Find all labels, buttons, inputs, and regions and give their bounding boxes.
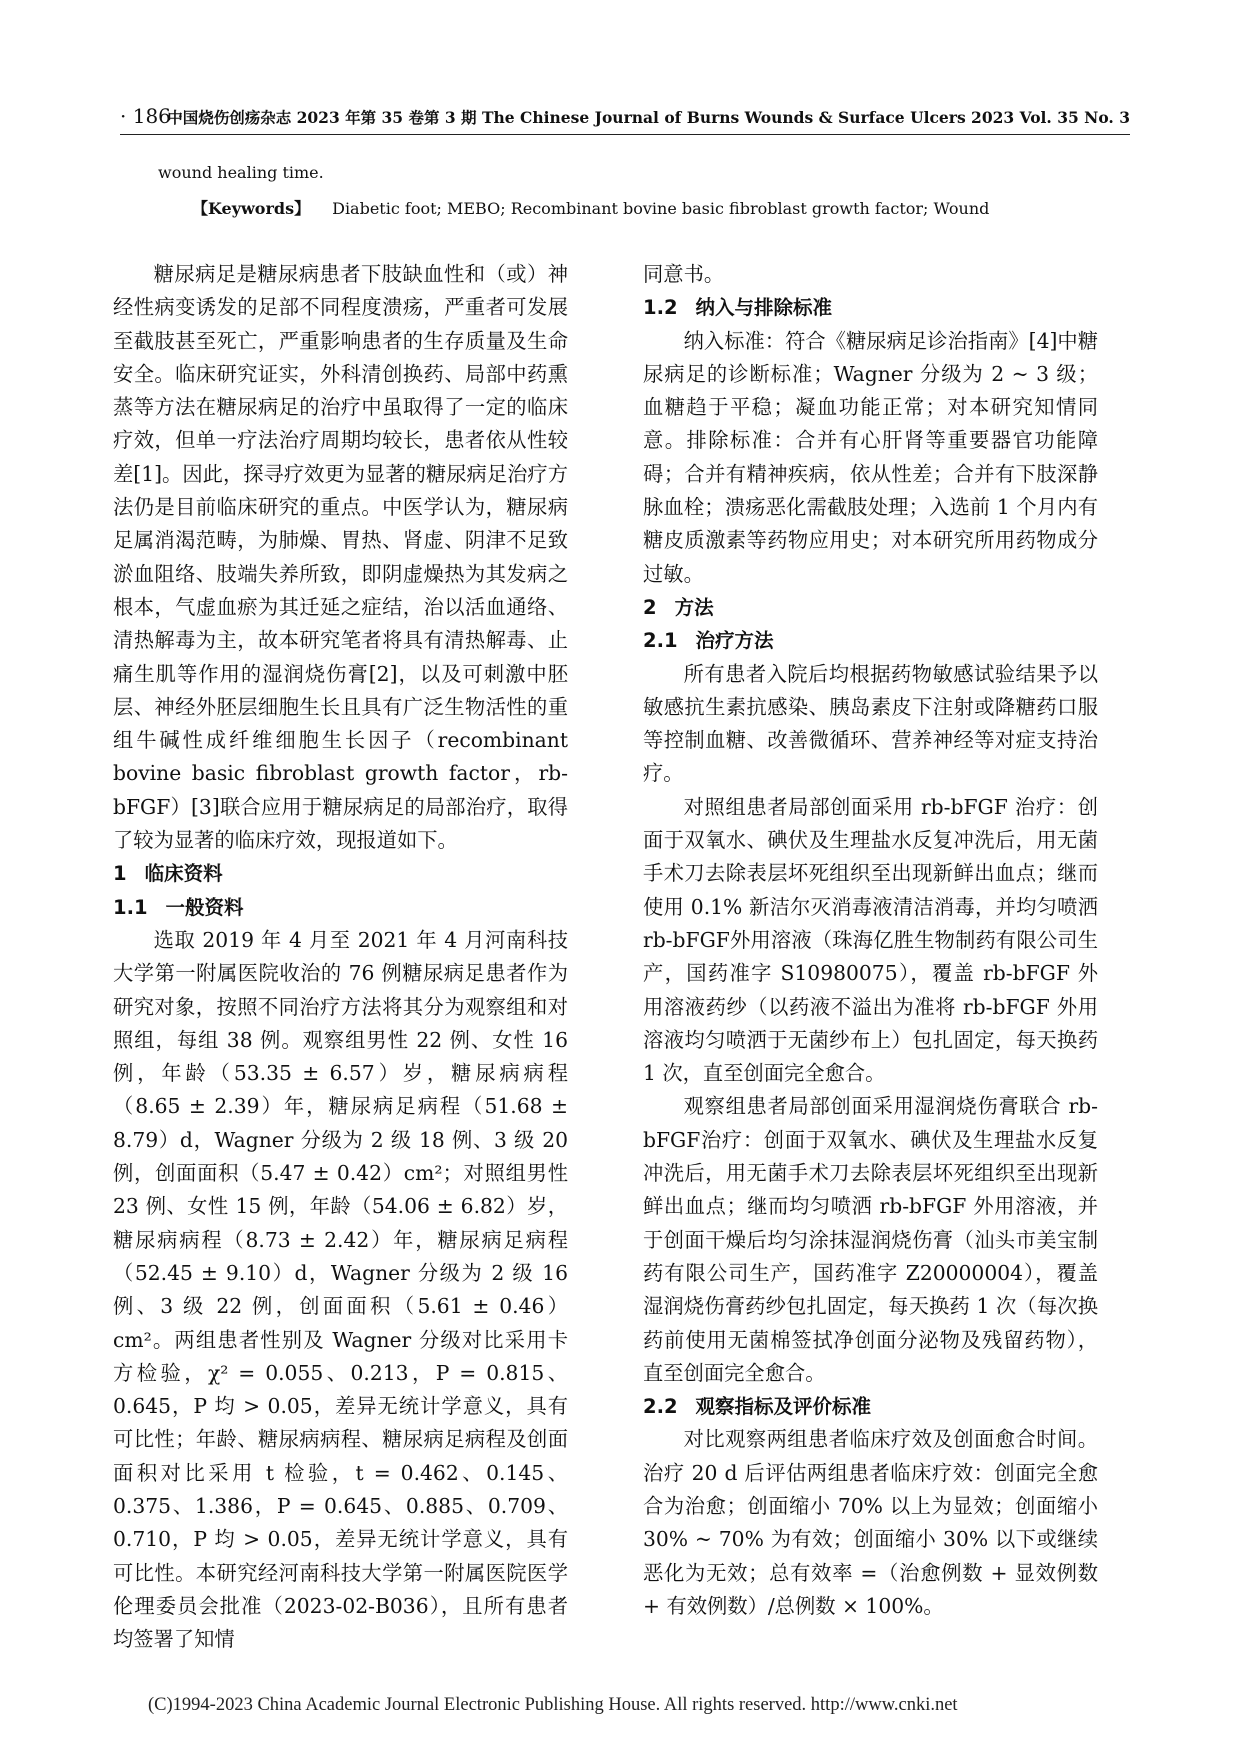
section-title: 一般资料 bbox=[165, 895, 244, 919]
section-number: 1.1 bbox=[113, 895, 148, 919]
intro-paragraph: 糖尿病足是糖尿病患者下肢缺血性和（或）神经性病变诱发的足部不同程度溃疡，严重者可发展至截肢甚至死亡，严重影响患者的生存质量及生命安全。临床研究证实，外科清创换药、局部中药熏蒸等方法在糖尿病足的治疗中虽取得了一定的临床疗效，但单一疗法治疗周期均较长，患者依从性较差[1]。因此，探寻疗效更为显著的糖尿病足治疗方法仍是目前临床研究的重点。中医学认为，糖尿病足属消渴范畴，为肺燥、胃热、肾虚、阴津不足致淤血阻络、肢端失养所致，即阴虚燥热为其发病之根本，气虚血瘀为其迁延之症结，治以活血通络、清热解毒为主，故本研究笔者将具有清热解毒、止痛生肌等作用的湿润烧伤膏[2]，以及可刺激中胚层、神经外胚层细胞生长且具有广泛生物活性的重组牛碱性成纤维细胞生长因子（recombinant bovine basic fibroblast growth factor，rb-bFGF）[3]联合应用于糖尿病足的局部治疗，取得了较为显著的临床疗效，现报道如下。 bbox=[113, 262, 568, 853]
section-heading-2 bbox=[643, 591, 1098, 624]
treatment-paragraph-1: 所有患者入院后均根据药物敏感试验结果予以敏感抗生素抗感染、胰岛素皮下注射或降糖药口服等控制血糖、改善微循环、营养神经等对症支持治疗。 bbox=[643, 661, 1098, 786]
section-number: 2 bbox=[643, 595, 657, 619]
keywords-text: Diabetic foot; MEBO; Recombinant bovine basic fibroblast growth factor; Wound bbox=[332, 199, 990, 218]
treatment-paragraph-3: 观察组患者局部创面采用湿润烧伤膏联合 rb-bFGF治疗：创面于双氧水、碘伏及生理盐水反复冲洗后，用无菌手术刀去除表层坏死组织至出现新鲜出血点；继而均匀喷洒 rb-bFGF 外用溶液，并于创面干燥后均匀涂抹湿润烧伤膏（汕头市美宝制药有限公司生产，国药准字 Z20000004），覆盖湿润烧伤膏药纱包扎固定，每天换药 1 次（每次换药前使用无菌棉签拭净创面分泌物及残留药物），直至创面完全愈合。 bbox=[643, 1094, 1098, 1385]
section-heading-1-2 bbox=[643, 291, 1098, 324]
section-number: 2.2 bbox=[643, 1395, 678, 1419]
evaluation-paragraph: 对比观察两组患者临床疗效及创面愈合时间。治疗 20 d 后评估两组患者临床疗效：创面完全愈合为治愈；创面缩小 70% 以上为显效；创面缩小 30% ~ 70% 为有效；创面缩小 30% 以下或继续恶化为无效；总有效率 =（治愈例数 + 显效例数 + 有效例数）/总例数 × 100%。 bbox=[643, 1427, 1098, 1618]
copyright-footer: (C)1994-2023 China Academic Journal Electronic Publishing House. All rights reserved. http://www.cnki.net bbox=[148, 1695, 958, 1715]
abstract-tail: wound healing time. bbox=[158, 163, 324, 182]
section-title: 纳入与排除标准 bbox=[695, 296, 833, 320]
section-title: 治疗方法 bbox=[695, 629, 774, 653]
right-column bbox=[643, 258, 1098, 1623]
left-column bbox=[113, 258, 568, 1656]
continuation-text: 同意书。 bbox=[643, 262, 725, 286]
section-title: 方法 bbox=[674, 595, 714, 619]
running-header bbox=[120, 104, 1130, 130]
general-data-paragraph: 选取 2019 年 4 月至 2021 年 4 月河南科技大学第一附属医院收治的 76 例糖尿病足患者作为研究对象，按照不同治疗方法将其分为观察组和对照组，每组 38 例。观察组男性 22 例、女性 16 例，年龄（53.35 ± 6.57）岁，糖尿病病程（8.65 ± 2.39）年，糖尿病足病程（51.68 ± 8.79）d，Wagner 分级为 2 级 18 例、3 级 20 例，创面面积（5.47 ± 0.42）cm²；对照组男性 23 例、女性 15 例，年龄（54.06 ± 6.82）岁，糖尿病病程（8.73 ± 2.42）年，糖尿病足病程（52.45 ± 9.10）d，Wagner 分级为 2 级 16 例、3 级 22 例，创面面积（5.61 ± 0.46）cm²。两组患者性别及 Wagner 分级对比采用卡方检验，χ² = 0.055、0.213，P = 0.815、0.645，P 均 > 0.05，差异无统计学意义，具有可比性；年龄、糖尿病病程、糖尿病足病程及创面面积对比采用 t 检验，t = 0.462、0.145、0.375、1.386，P = 0.645、0.885、0.709、0.710，P 均 > 0.05，差异无统计学意义，具有可比性。本研究经河南科技大学第一附属医院医学伦理委员会批准（2023-02-B036），且所有患者均签署了知情 bbox=[113, 927, 568, 1652]
criteria-paragraph: 纳入标准：符合《糖尿病足诊治指南》[4]中糖尿病足的诊断标准；Wagner 分级为 2 ~ 3 级；血糖趋于平稳；凝血功能正常；对本研究知情同意。排除标准：合并有心肝肾等重要器官功能障碍；合并有精神疾病，依从性差；合并有下肢深静脉血栓；溃疡恶化需截肢处理；入选前 1 个月内有糖皮质激素等药物应用史；对本研究所用药物成分过敏。 bbox=[643, 328, 1098, 586]
treatment-paragraph-2: 对照组患者局部创面采用 rb-bFGF 治疗：创面于双氧水、碘伏及生理盐水反复冲洗后，用无菌手术刀去除表层坏死组织至出现新鲜出血点；继而使用 0.1% 新洁尔灭消毒液清洁消毒，并均匀喷洒 rb-bFGF外用溶液（珠海亿胜生物制药有限公司生产，国药准字 S10980075），覆盖 rb-bFGF 外用溶液药纱（以药液不溢出为准将 rb-bFGF 外用溶液均匀喷洒于无菌纱布上）包扎固定，每天换药 1 次，直至创面完全愈合。 bbox=[643, 794, 1098, 1086]
section-heading-1-1 bbox=[113, 891, 568, 924]
page-number: · 186 · bbox=[120, 104, 184, 128]
header-rule bbox=[120, 134, 1130, 135]
section-title: 临床资料 bbox=[144, 862, 223, 886]
journal-title: 中国烧伤创疡杂志 2023 年第 35 卷第 3 期 The Chinese Journal of Burns Wounds & Surface Ulcers 2023 Vol. 35 No. 3 bbox=[167, 108, 1130, 127]
section-heading-2-1 bbox=[643, 624, 1098, 657]
section-number: 1.2 bbox=[643, 296, 678, 320]
section-title: 观察指标及评价标准 bbox=[695, 1395, 872, 1419]
section-number: 1 bbox=[113, 862, 127, 886]
section-heading-2-2 bbox=[643, 1390, 1098, 1423]
keywords bbox=[192, 196, 989, 219]
section-number: 2.1 bbox=[643, 629, 678, 653]
keywords-label: 【Keywords】 bbox=[192, 199, 311, 218]
section-heading-1 bbox=[113, 857, 568, 890]
